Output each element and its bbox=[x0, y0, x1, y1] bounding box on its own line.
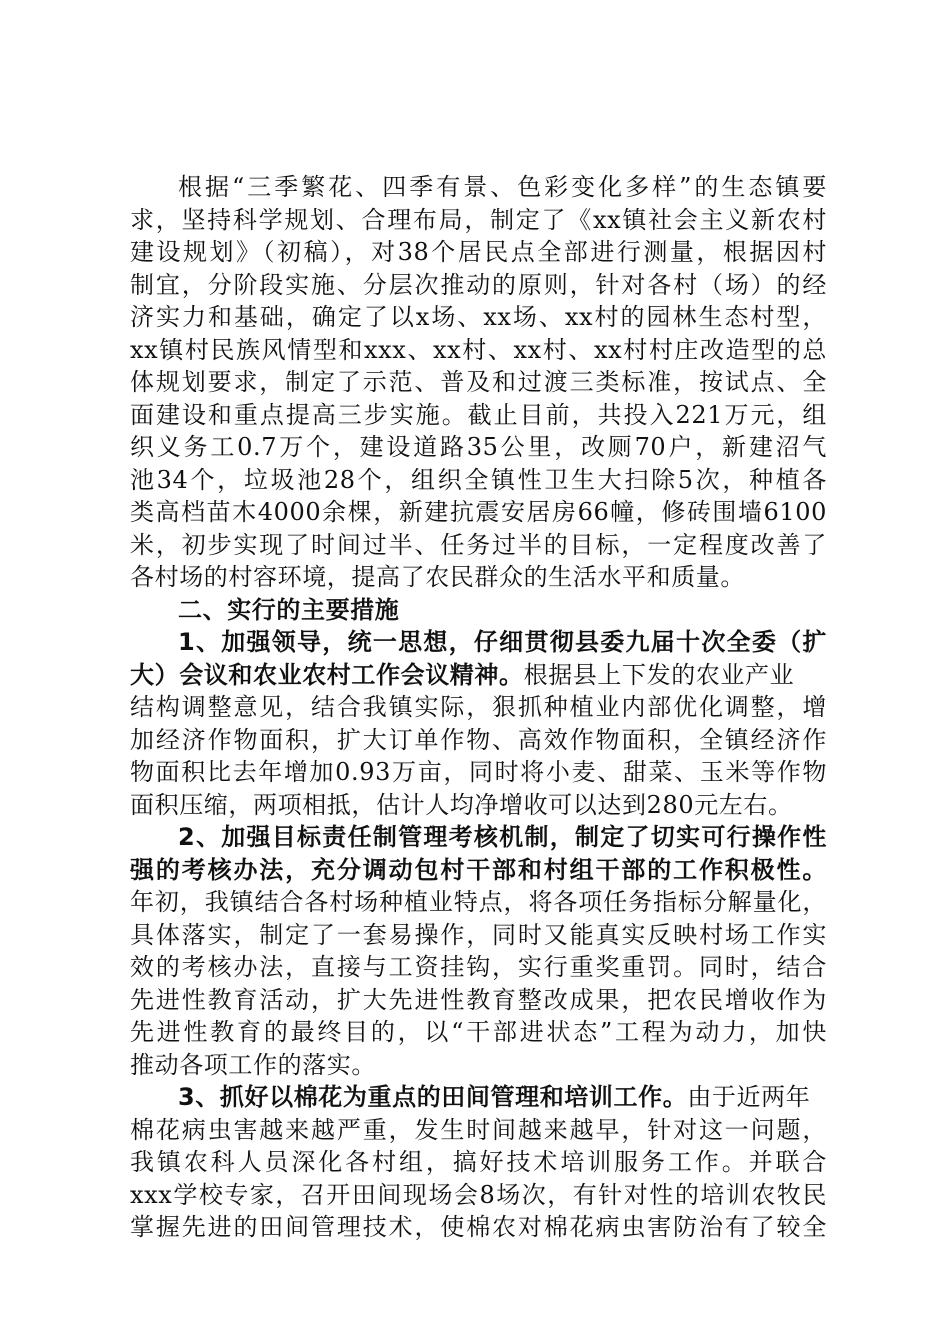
text-line: 体规划要求，制定了示范、普及和过渡三类标准，按试点、全 bbox=[130, 368, 827, 396]
text-line: 年初，我镇结合各村场种植业特点，将各项任务指标分解量化， bbox=[130, 888, 827, 916]
text-line: 先进性教育的最终目的，以“干部进状态”工程为动力，加快 bbox=[130, 1018, 827, 1046]
text-line: 面建设和重点提高三步实施。截止目前，共投入221万元，组 bbox=[130, 400, 827, 429]
paragraph-planning bbox=[130, 171, 827, 594]
text-line: 各村场的村容环境，提高了农民群众的生活水平和质量。 bbox=[130, 563, 745, 591]
text-line: 我镇农科人员深化各村组，搞好技术培训服务工作。并联合 bbox=[130, 1148, 827, 1176]
text-line: 掌握先进的田间管理技术，使棉农对棉花病虫害防治有了较全 bbox=[130, 1213, 827, 1241]
text-line bbox=[130, 659, 827, 692]
paragraph-item-3 bbox=[130, 1081, 827, 1244]
text-line: 类高档苗木4000余棵，新建抗震安居房66幢，修砖围墙6100 bbox=[130, 498, 827, 526]
item-title-line: 1、加强领导，统一思想，仔细贯彻县委九届十次全委（扩 bbox=[178, 628, 827, 656]
text-line: 织义务工0.7万个，建设道路35公里，改厕70户，新建沼气 bbox=[130, 433, 827, 461]
item-title-line: 2、加强目标责任制管理考核机制，制定了切实可行操作性 bbox=[178, 823, 827, 851]
paragraph-item-1 bbox=[130, 626, 827, 821]
text-line: 面积压缩，两项相抵，估计人均净增收可以达到280元左右。 bbox=[130, 790, 793, 819]
text-line: xxx学校专家，召开田间现场会8场次，有针对性的培训农牧民 bbox=[130, 1180, 827, 1209]
text-line: 建设规划》（初稿），对38个居民点全部进行测量，根据因村 bbox=[130, 238, 827, 266]
section-heading: 二、实行的主要措施 bbox=[178, 595, 400, 624]
text-line: 棉花病虫害越来越严重，发生时间越来越早，针对这一问题， bbox=[130, 1115, 827, 1144]
text-line bbox=[130, 1081, 827, 1114]
text-line: 先进性教育活动，扩大先进性教育整改成果，把农民增收作为 bbox=[130, 985, 827, 1014]
text-line: 制宜，分阶段实施、分层次推动的原则，针对各村（场）的经 bbox=[130, 270, 827, 299]
item-title-line: 3、抓好以棉花为重点的田间管理和培训工作。 bbox=[178, 1083, 688, 1111]
text-line: 根据“三季繁花、四季有景、色彩变化多样”的生态镇要 bbox=[178, 173, 827, 201]
item-title-line: 强的考核办法，充分调动包村干部和村组干部的工作积极性。 bbox=[130, 855, 827, 884]
paragraph-item-2 bbox=[130, 821, 827, 1081]
item-title-line: 大）会议和农业农村工作会议精神。 bbox=[130, 660, 524, 689]
text-line: 济实力和基础，确定了以x场、xx场、xx村的园林生态村型， bbox=[130, 303, 827, 331]
text-line: 物面积比去年增加0.93万亩，同时将小麦、甜菜、玉米等作物 bbox=[130, 758, 827, 786]
text-run: 根据县上下发的农业产业 bbox=[523, 660, 795, 689]
document-page bbox=[130, 171, 827, 1244]
text-line: xx镇村民族风情型和xxx、xx村、xx村、xx村村庄改造型的总 bbox=[130, 335, 827, 364]
text-run: 由于近两年 bbox=[687, 1083, 811, 1111]
text-line: 效的考核办法，直接与工资挂钩，实行重奖重罚。同时，结合 bbox=[130, 953, 827, 981]
text-line: 加经济作物面积，扩大订单作物、高效作物面积，全镇经济作 bbox=[130, 725, 827, 754]
text-line: 具体落实，制定了一套易操作，同时又能真实反映村场工作实 bbox=[130, 920, 827, 949]
text-line: 池34个，垃圾池28个，组织全镇性卫生大扫除5次，种植各 bbox=[130, 465, 827, 494]
text-line: 求，坚持科学规划、合理布局，制定了《xx镇社会主义新农村 bbox=[130, 205, 827, 234]
text-line: 结构调整意见，结合我镇实际，狠抓种植业内部优化调整，增 bbox=[130, 693, 827, 721]
text-line: 推动各项工作的落实。 bbox=[130, 1050, 376, 1079]
text-line: 米，初步实现了时间过半、任务过半的目标，一定程度改善了 bbox=[130, 530, 827, 559]
